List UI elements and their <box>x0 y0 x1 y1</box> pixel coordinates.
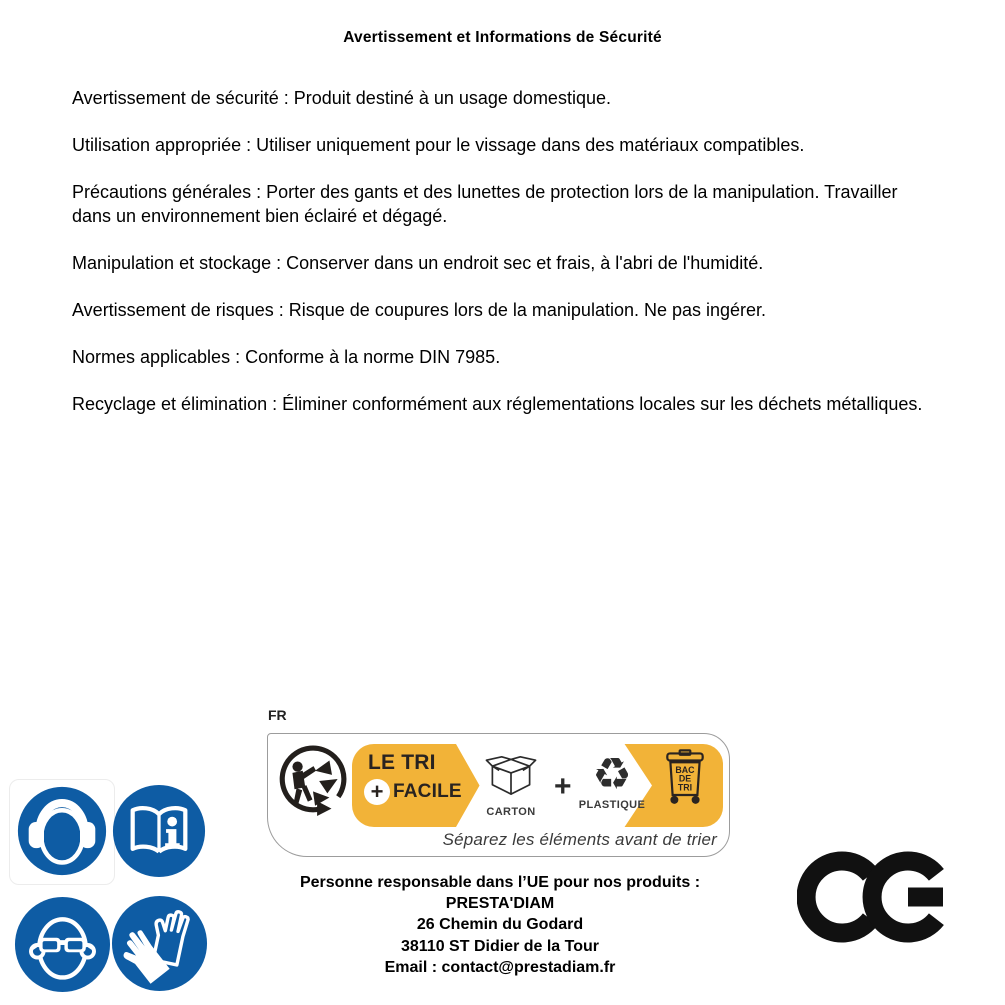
carton-material <box>478 756 544 818</box>
carton-icon <box>481 756 541 800</box>
recycling-sorting-label <box>267 733 730 857</box>
safety-paragraph: Recyclage et élimination : Éliminer conformément aux réglementations locales sur les déchets métalliques. <box>72 394 923 414</box>
address-line: 26 Chemin du Godard <box>416 916 584 934</box>
bin-text-line3: TRI <box>677 782 693 793</box>
plastic-material <box>574 749 650 811</box>
safety-paragraph: Utilisation appropriée : Utiliser uniquement pour le vissage dans des matériaux compatibles. <box>72 135 805 155</box>
plus-circle-icon: + <box>364 779 390 805</box>
bin-text-line2: DE <box>678 773 692 784</box>
plastic-recycle-icon: ♻ <box>592 749 632 800</box>
ce-marking-icon <box>797 847 947 947</box>
read-manual-icon <box>112 784 206 878</box>
address-line: 38110 ST Didier de la Tour <box>401 937 599 955</box>
plastique-label: PLASTIQUE <box>578 799 646 811</box>
sorting-bin-icon <box>662 749 708 812</box>
eye-protection-icon <box>14 896 111 993</box>
safety-paragraph: Avertissement de risques : Risque de coupures lors de la manipulation. Ne pas ingérer. <box>72 300 767 320</box>
responsible-line: Personne responsable dans l’UE pour nos produits : <box>299 874 701 891</box>
carton-label: CARTON <box>486 806 536 818</box>
ear-protection-icon <box>17 786 107 876</box>
responsible-person-block <box>180 872 820 978</box>
le-tri-text: LE TRI <box>368 751 436 774</box>
le-tri-facile-logo <box>364 751 464 805</box>
company-name: PRESTA'DIAM <box>445 895 555 913</box>
safety-paragraph: Normes applicables : Conforme à la norme DIN 7985. <box>72 347 501 367</box>
page-title: Avertissement et Informations de Sécurité <box>343 29 662 46</box>
safety-paragraphs <box>72 86 940 439</box>
plus-separator: + <box>554 770 572 803</box>
safety-paragraph: Avertissement de sécurité : Produit destiné à un usage domestique. <box>72 88 611 108</box>
facile-text: FACILE <box>393 781 462 802</box>
email-line: Email : contact@prestadiam.fr <box>384 958 616 976</box>
country-code-label: FR <box>268 707 287 723</box>
sorting-tagline: Séparez les éléments avant de trier <box>442 830 717 849</box>
safety-paragraph: Précautions générales : Porter des gants et des lunettes de protection lors de la manipulation. Travailler dans un environnement bien éclairé et dégagé. <box>72 182 898 226</box>
bin-text-line1: BAC <box>675 764 695 775</box>
safety-paragraph: Manipulation et stockage : Conserver dans un endroit sec et frais, à l'abri de l'humidité. <box>72 253 764 273</box>
triman-icon <box>276 742 350 822</box>
